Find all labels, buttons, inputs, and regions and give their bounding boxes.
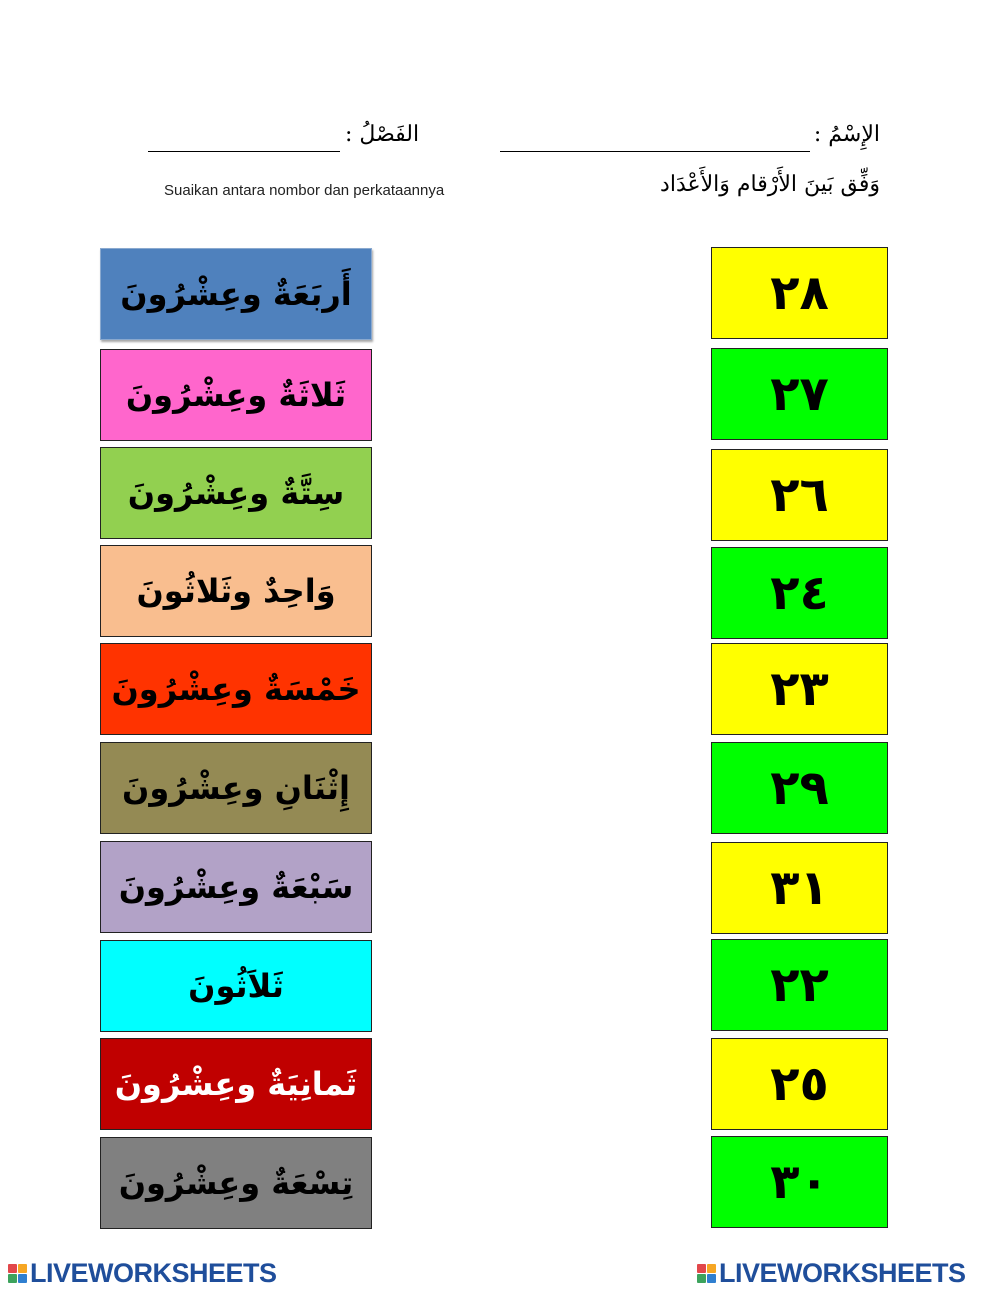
class-input-line[interactable] — [148, 151, 340, 152]
number-card[interactable]: ٢٦ — [711, 449, 888, 541]
name-input-line[interactable] — [500, 151, 810, 152]
word-card[interactable]: أَربَعَةٌ وعِشْرُونَ — [100, 248, 372, 340]
word-card[interactable]: سِتَّةٌ وعِشْرُونَ — [100, 447, 372, 539]
number-card[interactable]: ٢٧ — [711, 348, 888, 440]
number-card[interactable]: ٢٣ — [711, 643, 888, 735]
liveworksheets-logo — [697, 1258, 966, 1289]
word-card[interactable]: ثَلاَثُونَ — [100, 940, 372, 1032]
number-card[interactable]: ٣٠ — [711, 1136, 888, 1228]
name-label: الإِسْمُ : — [813, 122, 880, 147]
number-card[interactable]: ٢٢ — [711, 939, 888, 1031]
class-label: الفَصْلُ : — [345, 122, 420, 147]
brand-text: LIVEWORKSHEETS — [719, 1258, 966, 1288]
liveworksheets-logo-icon — [8, 1264, 27, 1283]
number-card[interactable]: ٢٥ — [711, 1038, 888, 1130]
number-card[interactable]: ٣١ — [711, 842, 888, 934]
number-card[interactable]: ٢٩ — [711, 742, 888, 834]
word-card[interactable]: تِسْعَةٌ وعِشْرُونَ — [100, 1137, 372, 1229]
word-card[interactable]: إِثْنَانِ وعِشْرُونَ — [100, 742, 372, 834]
word-card[interactable]: ثَلاثَةٌ وعِشْرُونَ — [100, 349, 372, 441]
instruction-arabic: وَفِّق بَينَ الأَرْقام وَالأَعْدَاد — [660, 172, 880, 197]
liveworksheets-logo-icon — [697, 1264, 716, 1283]
brand-text: LIVEWORKSHEETS — [30, 1258, 277, 1288]
number-card[interactable]: ٢٤ — [711, 547, 888, 639]
liveworksheets-logo — [8, 1258, 277, 1289]
number-card[interactable]: ٢٨ — [711, 247, 888, 339]
word-card[interactable]: ثَمانِيَةٌ وعِشْرُونَ — [100, 1038, 372, 1130]
instruction-malay: Suaikan antara nombor dan perkataannya — [164, 182, 445, 199]
word-card[interactable]: خَمْسَةٌ وعِشْرُونَ — [100, 643, 372, 735]
word-card[interactable]: وَاحِدٌ وثَلاثُونَ — [100, 545, 372, 637]
word-card[interactable]: سَبْعَةٌ وعِشْرُونَ — [100, 841, 372, 933]
